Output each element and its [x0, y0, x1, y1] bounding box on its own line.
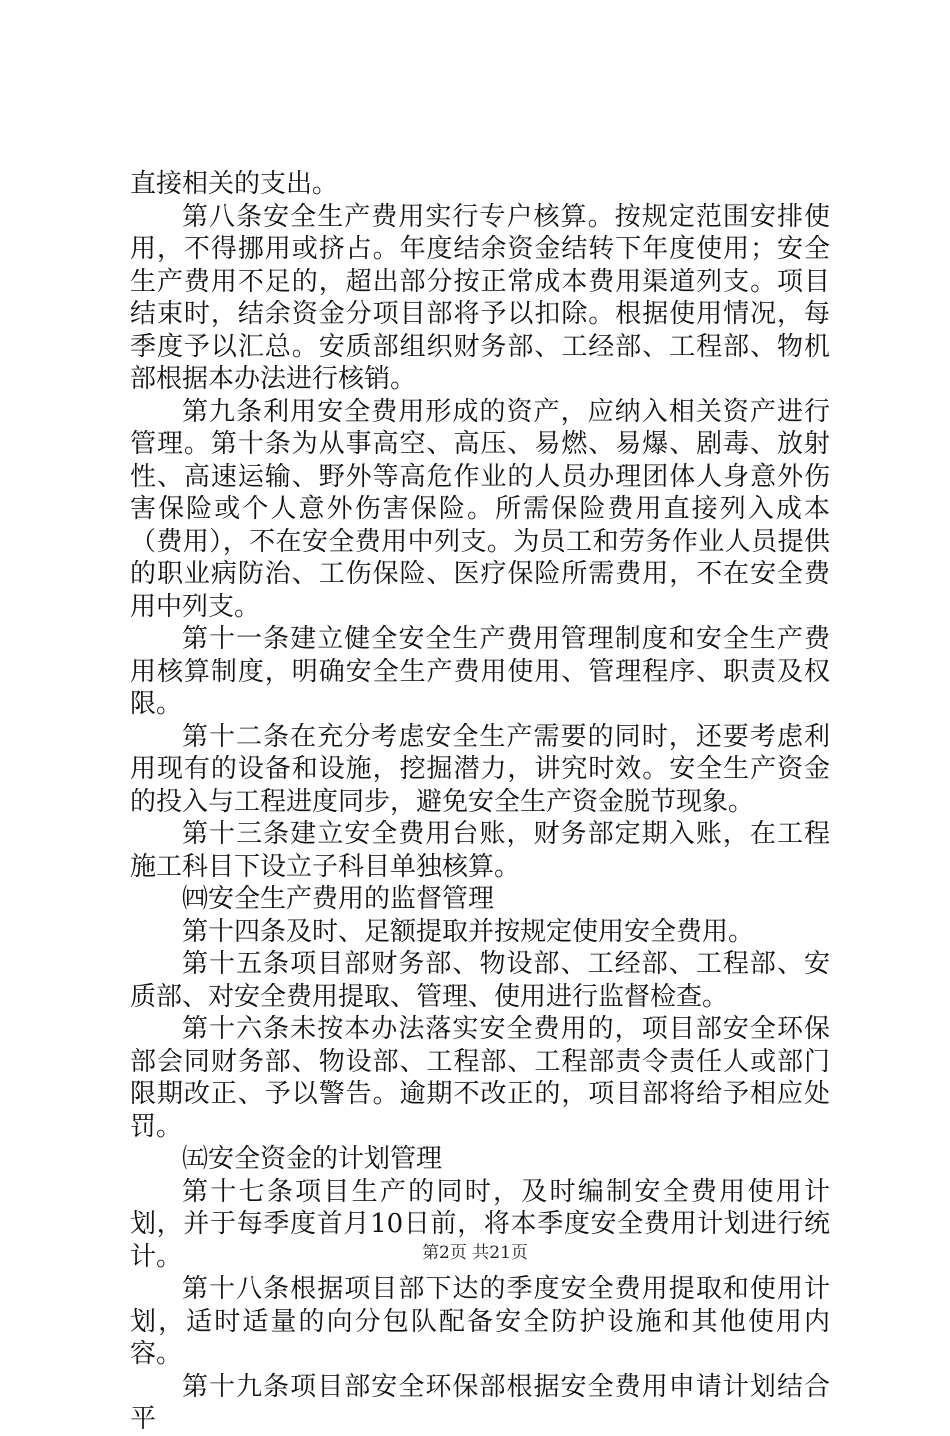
paragraph-article-9-10: 第九条利用安全费用形成的资产，应纳入相关资产进行管理。第十条为从事高空、高压、易燃、易爆、剧毒、放射性、高速运输、野外等高危作业的人员办理团体人身意外伤害保险或个人意外伤害保险。所需保险费用直接列入成本（费用），不在安全费用中列支。为员工和劳务作业人员提供的职业病防治、工伤保险、医疗保险所需费用，不在安全费用中列支。 — [130, 396, 830, 622]
paragraph-article-16: 第十六条未按本办法落实安全费用的，项目部安全环保部会同财务部、物设部、工程部、工程部责令责任人或部门限期改正、予以警告。逾期不改正的，项目部将给予相应处罚。 — [130, 1014, 830, 1142]
section-heading-planning: ㈤安全资金的计划管理 — [182, 1144, 443, 1174]
page-number-footer: 第2页 共21页 — [422, 1243, 528, 1263]
paragraph-article-19: 第十九条项目部安全环保部根据安全费用申请计划结合平 — [130, 1371, 830, 1434]
section-heading-supervision: ㈣安全生产费用的监督管理 — [182, 884, 495, 914]
paragraph-article-11: 第十一条建立健全安全生产费用管理制度和安全生产费用核算制度，明确安全生产费用使用、管理程序、职责及权限。 — [130, 624, 830, 719]
paragraph-article-12: 第十二条在充分考虑安全生产需要的同时，还要考虑利用现有的设备和设施，挖掘潜力，讲究时效。安全生产资金的投入与工程进度同步，避免安全生产资金脱节现象。 — [130, 721, 830, 817]
paragraph-article-13: 第十三条建立安全费用台账，财务部定期入账，在工程施工科目下设立子科目单独核算。 — [130, 819, 830, 882]
paragraph-article-14: 第十四条及时、足额提取并按规定使用安全费用。 — [182, 916, 755, 947]
paragraph-article-18: 第十八条根据项目部下达的季度安全费用提取和使用计划，适时适量的向分包队配备安全防护设施和其他使用内容。 — [130, 1274, 830, 1369]
paragraph-article-17: 第十七条项目生产的同时，及时编制安全费用使用计划，并于每季度首月10日前，将本季度安全费用计划进行统计。 — [130, 1176, 830, 1272]
paragraph-article-8: 第八条安全生产费用实行专户核算。按规定范围安排使用，不得挪用或挤占。年度结余资金结转下年度使用；安全生产费用不足的，超出部分按正常成本费用渠道列支。项目结束时，结余资金分项目部将予以扣除。根据使用情况，每季度予以汇总。安质部组织财务部、工经部、工程部、物机部根据本办法进行核销。 — [130, 201, 830, 394]
paragraph-continuation: 直接相关的支出。 — [130, 169, 339, 199]
paragraph-article-15: 第十五条项目部财务部、物设部、工经部、工程部、安质部、对安全费用提取、管理、使用进行监督检查。 — [130, 949, 830, 1012]
